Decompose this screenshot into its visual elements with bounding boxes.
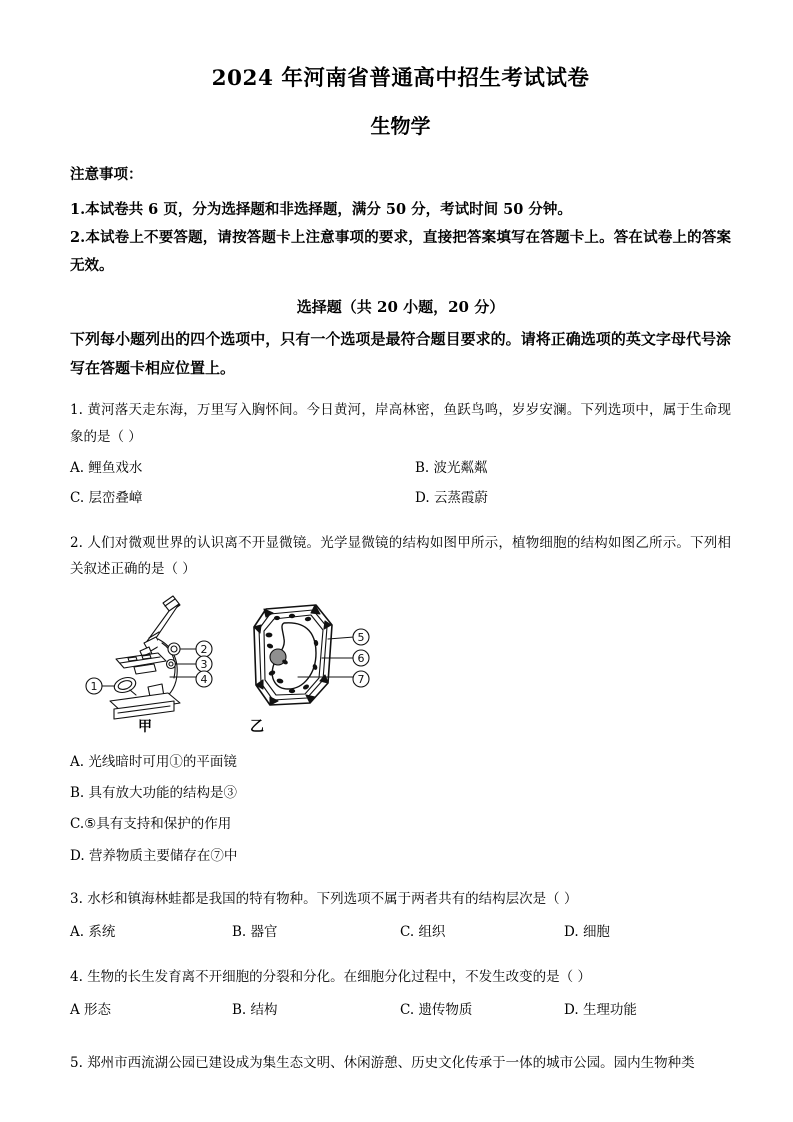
- subject-title: 生物学: [370, 113, 431, 138]
- option-b[interactable]: [70, 778, 731, 809]
- option-a-text: 系统: [88, 924, 116, 941]
- option-a[interactable]: [70, 998, 111, 1018]
- question-5-text: 郑州市西流湖公园已建设成为集生态文明、休闲游憩、历史文化传承于一体的城市公园。园内生物种类: [87, 1055, 695, 1072]
- option-b-text: 器官: [250, 924, 278, 941]
- option-c-text: 遗传物质: [418, 1002, 473, 1019]
- question-5-number: 5.: [70, 1055, 83, 1072]
- question-4-options: [70, 998, 731, 1028]
- question-5: [70, 1050, 731, 1076]
- option-a[interactable]: [70, 747, 731, 778]
- label-2-microscope: [196, 641, 212, 657]
- option-b-text: 具有放大功能的结构是③: [88, 784, 238, 801]
- option-d-key: D.: [564, 1002, 579, 1019]
- question-1: [70, 397, 731, 516]
- note-item-2: 2.本试卷上不要答题，请按答题卡上注意事项的要求，直接把答案填写在答题卡上。答在试卷上的答案无效。: [70, 228, 731, 275]
- question-2-text: 人们对微观世界的认识离不开显微镜。光学显微镜的结构如图甲所示，植物细胞的结构如图乙所示。下列相关叙述正确的是（ ）: [70, 534, 732, 578]
- option-d-text: 细胞: [582, 924, 610, 941]
- label-7-cell: [353, 671, 369, 687]
- option-d-text: 营养物质主要储存在⑦中: [88, 847, 238, 864]
- option-a[interactable]: [70, 456, 142, 476]
- option-d-text: 生理功能: [582, 1002, 637, 1019]
- question-4-text: 生物的长生发育离不开细胞的分裂和分化。在细胞分化过程中，不发生改变的是（ ）: [87, 969, 591, 986]
- svg-text:2: 2: [200, 642, 208, 656]
- option-d[interactable]: [564, 998, 637, 1018]
- svg-text:1: 1: [90, 679, 98, 693]
- option-c-text: 层峦叠嶂: [88, 489, 143, 506]
- option-b-key: B.: [70, 784, 85, 801]
- option-c-key: C.: [400, 1002, 415, 1019]
- section-instruction: 下列每小题列出的四个选项中，只有一个选项是最符合题目要求的。请将正确选项的英文字母代号涂写在答题卡相应位置上。: [70, 329, 731, 378]
- question-2-number: 2.: [70, 534, 83, 551]
- option-d[interactable]: [70, 841, 731, 872]
- option-a[interactable]: [70, 920, 115, 940]
- option-d-text: 云蒸霞蔚: [433, 489, 488, 506]
- question-3: [70, 886, 731, 950]
- option-b-text: 结构: [250, 1002, 278, 1019]
- option-a-text: 形态: [84, 1002, 112, 1019]
- section-heading: 选择题（共 20 小题，20 分）: [296, 298, 505, 317]
- figure-caption-yi: 乙: [250, 718, 264, 735]
- notes-section: [70, 164, 731, 281]
- question-4-number: 4.: [70, 969, 83, 986]
- option-a-key: A: [70, 1002, 80, 1019]
- note-item-1: 1.本试卷共 6 页，分为选择题和非选择题，满分 50 分，考试时间 50 分钟。: [70, 200, 572, 218]
- option-c-key: C.: [400, 924, 415, 941]
- option-b-key: B.: [415, 459, 430, 476]
- option-c[interactable]: [400, 998, 472, 1018]
- option-d-key: D.: [415, 489, 430, 506]
- question-2-options: [70, 747, 731, 872]
- label-4-microscope: [196, 671, 212, 687]
- option-d[interactable]: [415, 486, 488, 506]
- notes-heading: 注意事项：: [70, 165, 143, 183]
- option-d[interactable]: [564, 920, 610, 940]
- option-a-text: 光线暗时可用①的平面镜: [88, 753, 237, 770]
- option-row: [70, 486, 731, 516]
- question-1-stem: [70, 397, 731, 450]
- label-5-cell: [353, 629, 369, 645]
- option-b-text: 波光粼粼: [433, 459, 488, 476]
- svg-text:5: 5: [357, 630, 365, 644]
- question-2-figure: [70, 591, 731, 743]
- label-6-cell: [353, 650, 369, 666]
- question-4: [70, 964, 731, 1028]
- option-row: [70, 456, 731, 486]
- option-b[interactable]: [415, 456, 488, 476]
- figure-caption-jia: 甲: [138, 718, 152, 735]
- question-2: [70, 530, 731, 872]
- question-3-text: 水杉和镇海林蛙都是我国的特有物种。下列选项不属于两者共有的结构层次是（ ）: [87, 890, 578, 907]
- question-4-stem: [70, 964, 731, 990]
- microscope-and-plant-cell-diagram: [70, 591, 370, 741]
- question-1-text: 黄河落天走东海，万里写入胸怀间。今日黄河，岸高林密，鱼跃鸟鸣，岁岁安澜。下列选项中，属于生命现象的是（ ）: [70, 402, 732, 445]
- option-b[interactable]: [232, 998, 278, 1018]
- svg-text:6: 6: [357, 651, 365, 665]
- question-2-stem: [70, 530, 731, 583]
- question-3-number: 3.: [70, 890, 83, 907]
- option-c[interactable]: [400, 920, 445, 940]
- option-c[interactable]: [70, 809, 731, 840]
- question-3-stem: [70, 886, 731, 912]
- svg-text:3: 3: [200, 657, 208, 671]
- option-b[interactable]: [232, 920, 278, 940]
- question-1-number: 1.: [70, 402, 83, 419]
- option-c-key: C.: [70, 489, 85, 506]
- option-c-text: ⑤具有支持和保护的作用: [84, 816, 232, 833]
- option-c-key: C.: [70, 816, 85, 833]
- option-c[interactable]: [70, 486, 142, 506]
- option-b-key: B.: [232, 1002, 247, 1019]
- option-a-key: A.: [70, 924, 85, 941]
- question-1-options: [70, 456, 731, 516]
- page-title: 2024 年河南省普通高中招生考试试卷: [211, 66, 590, 91]
- option-a-key: A.: [70, 753, 85, 770]
- option-a-key: A.: [70, 459, 85, 476]
- option-c-text: 组织: [418, 924, 446, 941]
- option-d-key: D.: [564, 924, 579, 941]
- svg-text:4: 4: [200, 672, 208, 686]
- option-a-text: 鲤鱼戏水: [88, 459, 143, 476]
- option-b-key: B.: [232, 924, 247, 941]
- svg-text:7: 7: [357, 672, 365, 686]
- question-5-stem: [70, 1050, 731, 1076]
- label-1-microscope: [86, 678, 102, 694]
- option-d-key: D.: [70, 847, 85, 864]
- question-3-options: [70, 920, 731, 950]
- label-3-microscope: [196, 656, 212, 672]
